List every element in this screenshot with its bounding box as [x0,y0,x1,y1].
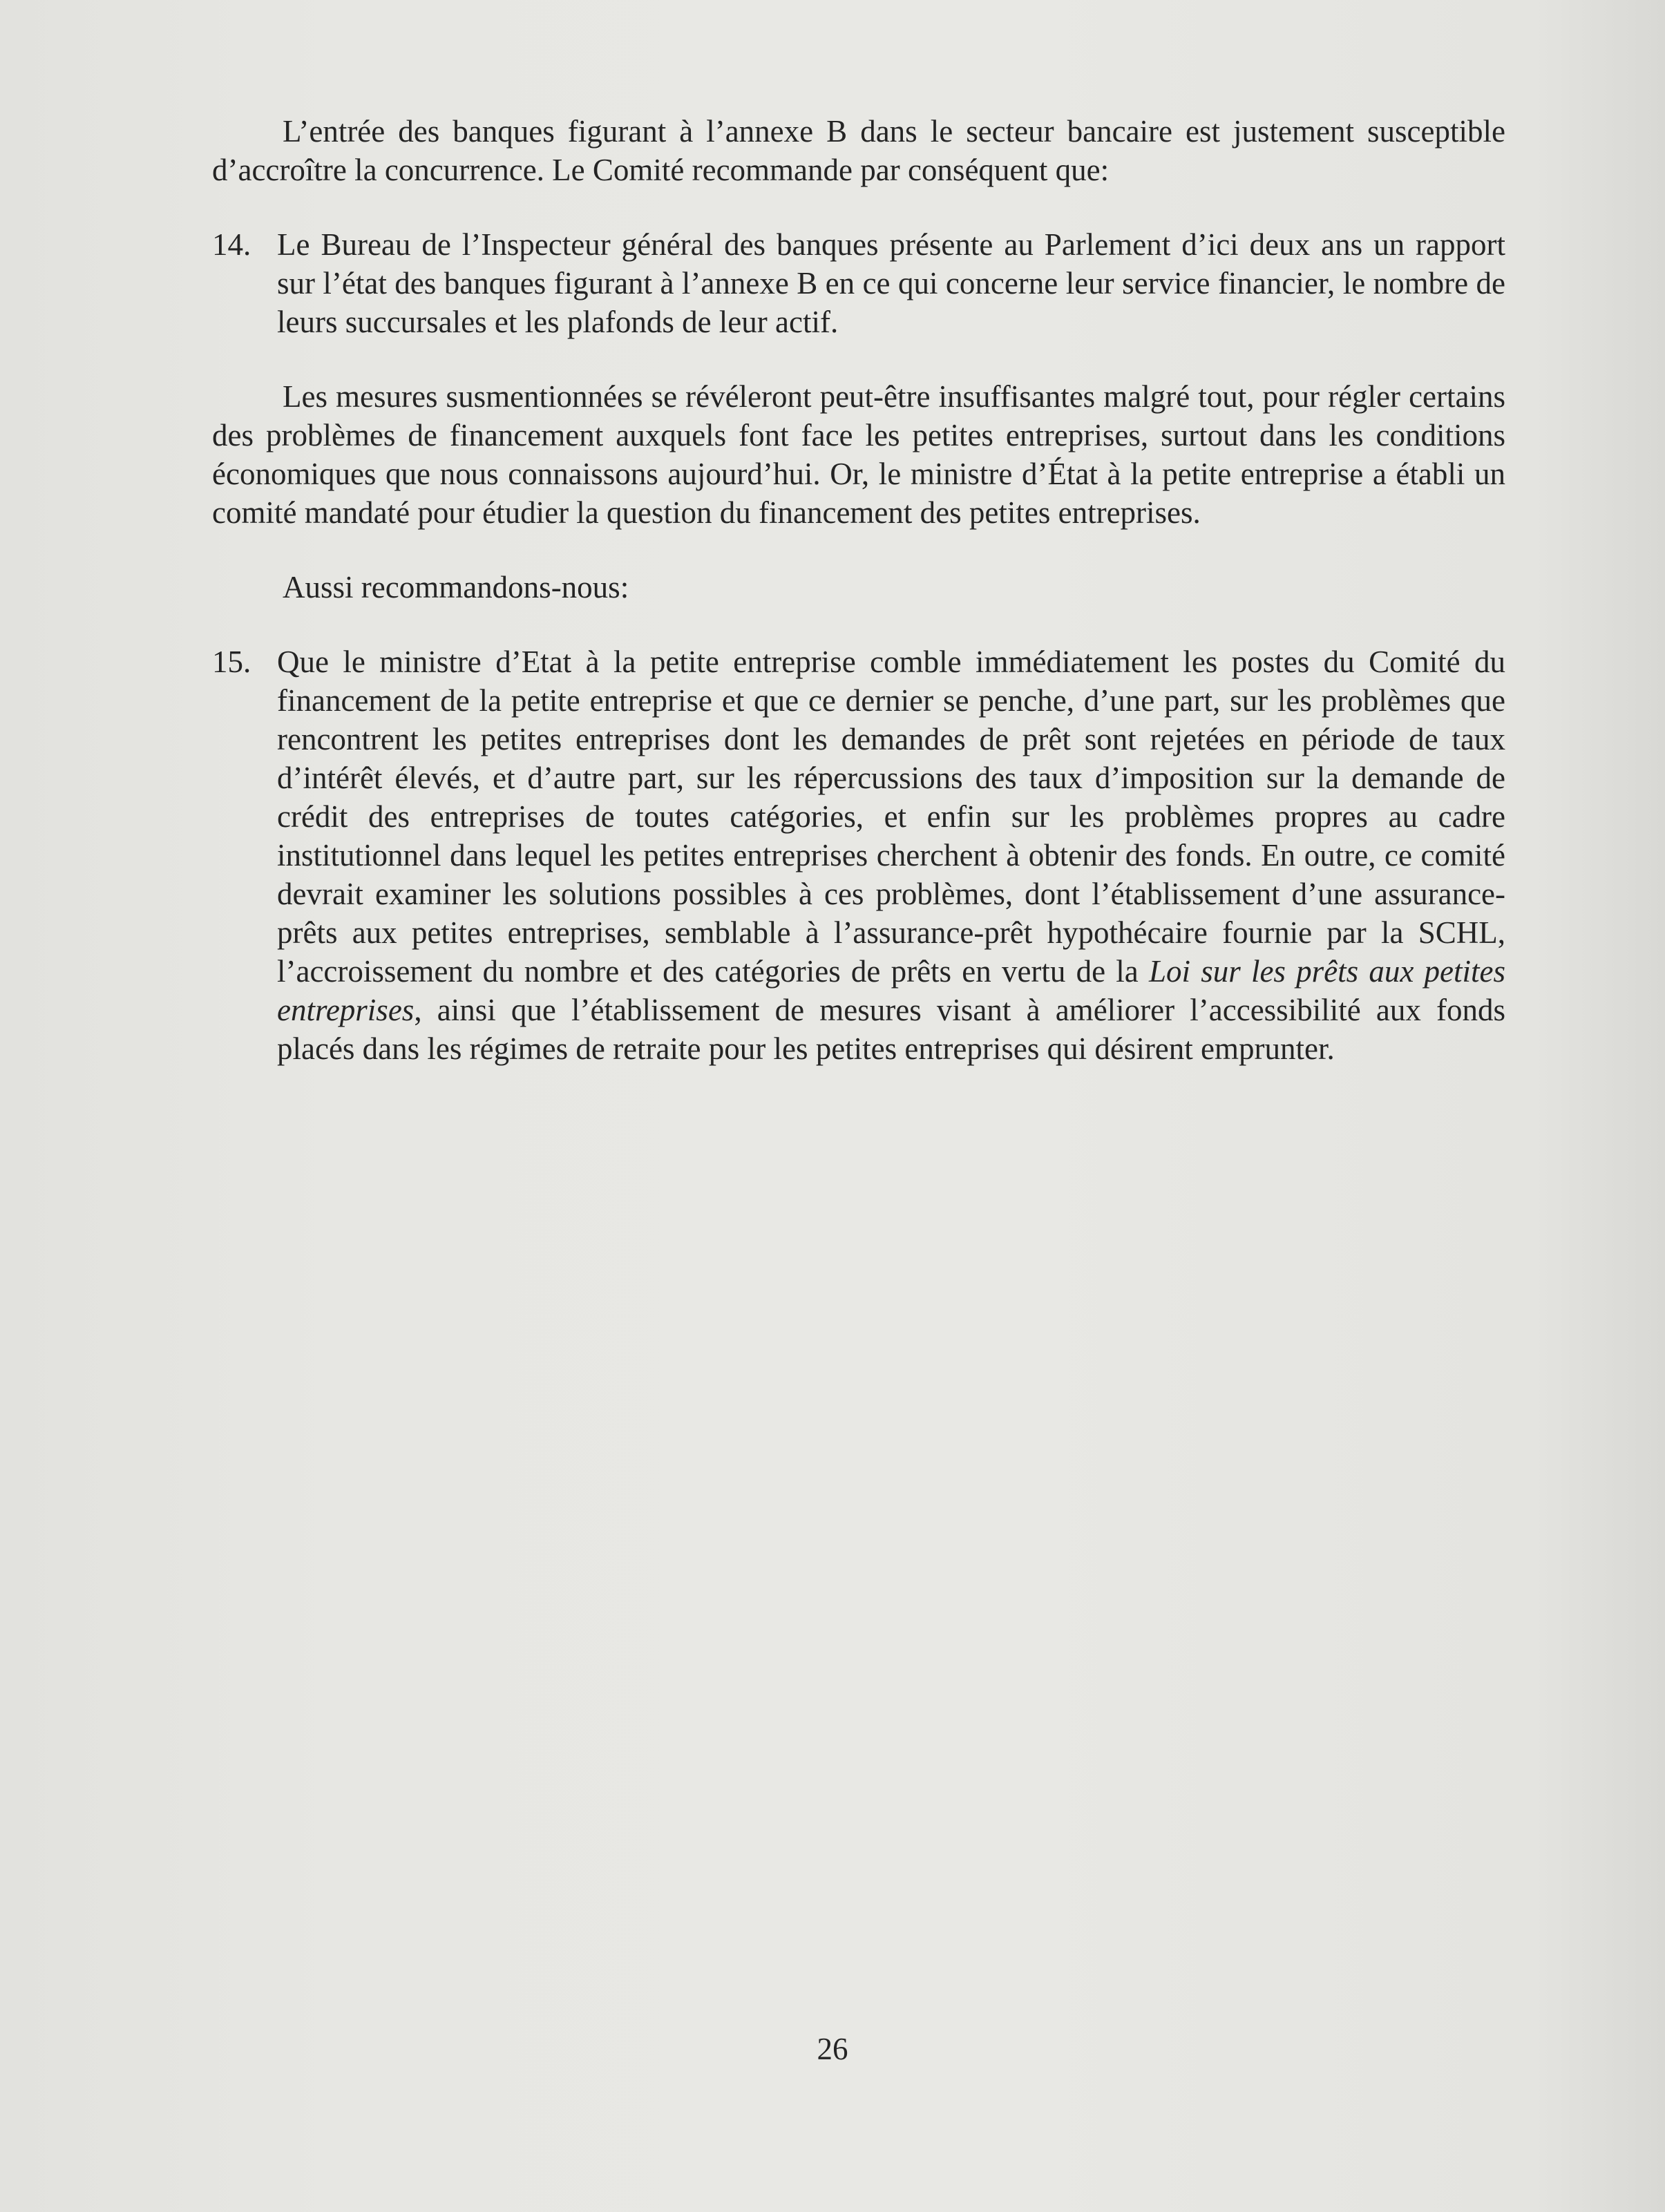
recommendation-number: 15. [212,645,251,679]
paragraph-1: L’entrée des banques figurant à l’annexe B dans le secteur bancaire est justement susceptible d’accroître la concurrence. Le Comité recommande par conséquent que: [212,114,1505,187]
law-title: Loi sur les prêts aux petites entreprises [277,954,1505,1027]
recommendation-text: Le Bureau de l’Inspecteur général des banques présente au Parlement d’ici deux ans un rapport sur l’état des banques figurant à l’annexe B en ce qui concerne leur service financier, le nombre de leurs succursales et les plafonds de leur actif. [277,227,1505,339]
page-number: 26 [817,2032,848,2066]
body-text [212,112,1505,1104]
recommendation-text-part: , ainsi que l’établissement de mesures visant à améliorer l’accessibilité aux fonds placés dans les régimes de retraite pour les petites entreprises qui désirent emprunter. [277,993,1505,1066]
recommendation-number: 14. [212,227,251,262]
paragraph-2: Les mesures susmentionnées se révéleront peut-être insuffisantes malgré tout, pour régler certains des problèmes de financement auxquels font face les petites entreprises, surtout dans les conditions économiques que nous connaissons aujourd’hui. Or, le ministre d’État à la petite entreprise a établi un comité mandaté pour étudier la question du financement des petites entreprises. [212,379,1505,530]
recommendation-15 [212,642,1505,1068]
recommendation-text [277,642,1505,1068]
paragraph-3: Aussi recommandons-nous: [283,570,629,604]
recommendation-text-part: Que le ministre d’Etat à la petite entreprise comble immédiatement les postes du Comité du financement de la petite entreprise et que ce dernier se penche, d’une part, sur les problèmes que rencontrent les petites entreprises dont les demandes de prêt sont rejetées en période de taux d’intérêt élevés, et d’autre part, sur les répercussions des taux d’imposition sur la demande de crédit des entreprises de toutes catégories, et enfin sur les problèmes propres au cadre institutionnel dans lequel les petites entreprises cherchent à obtenir des fonds. En outre, ce comité devrait examiner les solutions possibles à ces problèmes, dont l’établissement d’une assurance-prêts aux petites entreprises, semblable à l’assurance-prêt hypothécaire fournie par la SCHL, l’accroissement du nombre et des catégories de prêts en vertu de la [277,645,1505,989]
recommendation-14 [212,225,1505,341]
